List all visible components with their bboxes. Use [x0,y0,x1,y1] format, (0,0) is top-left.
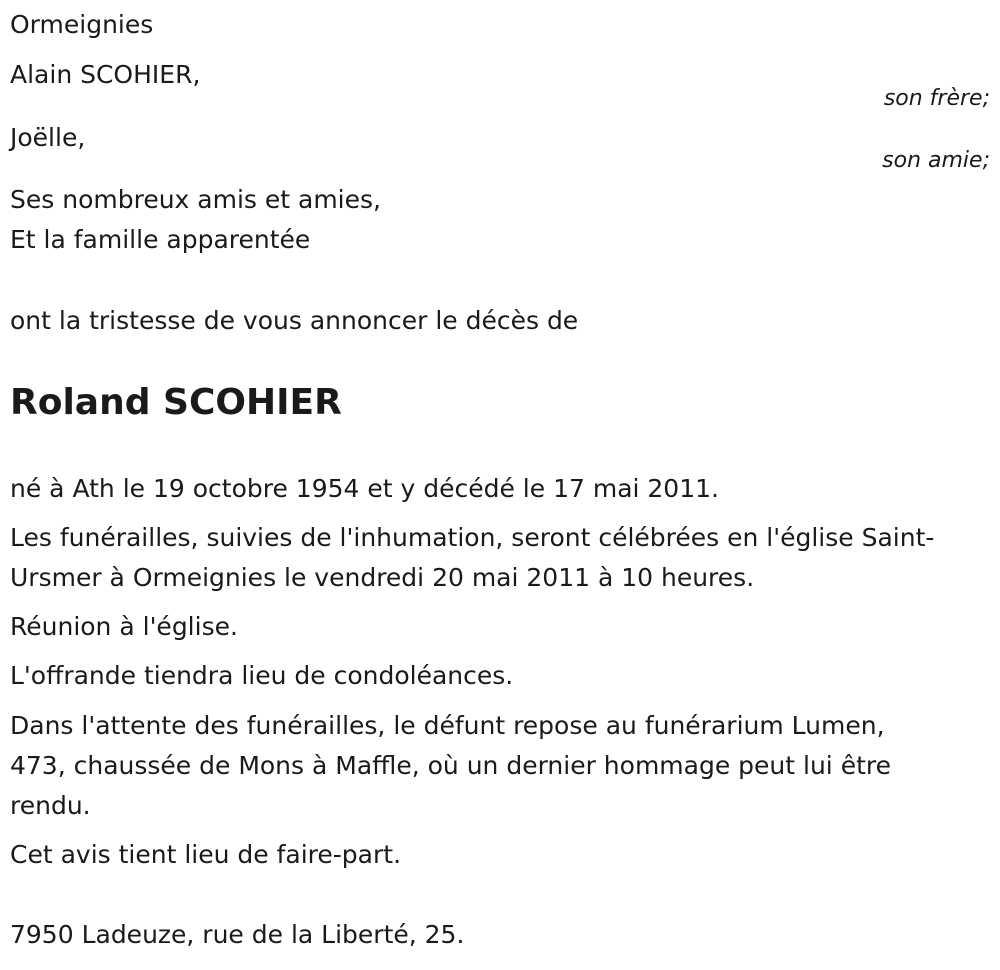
others-line: Ses nombreux amis et amies, [10,185,381,214]
rest-text: 473, chaussée de Mons à Maffle, où un dernier hommage peut lui être [10,751,891,780]
address-text: 7950 Ladeuze, rue de la Liberté, 25. [10,920,465,949]
birth-death-text: né à Ath le 19 octobre 1954 et y décédé le 17 mai 2011. [10,474,719,503]
offering-text: L'offrande tiendra lieu de condoléances. [10,661,514,690]
funeral-text: Ursmer à Ormeignies le vendredi 20 mai 2011 à 10 heures. [10,563,755,592]
family-member-name: Alain SCOHIER, [10,60,201,89]
others-line: Et la famille apparentée [10,225,311,254]
family-member-name: Joëlle, [10,123,86,152]
family-member-relation: son frère; [883,86,990,111]
deceased-name: Roland SCOHIER [10,382,342,423]
rest-text: Dans l'attente des funérailles, le défunt repose au funérarium Lumen, [10,711,885,740]
meeting-text: Réunion à l'église. [10,612,238,641]
funeral-text: Les funérailles, suivies de l'inhumation, seront célébrées en l'église Saint- [10,523,935,552]
rest-text: rendu. [10,791,91,820]
location: Ormeignies [10,10,154,39]
family-member-relation: son amie; [882,148,990,173]
intro-text: ont la tristesse de vous annoncer le décès de [10,306,579,335]
notice-text: Cet avis tient lieu de faire-part. [10,840,402,869]
